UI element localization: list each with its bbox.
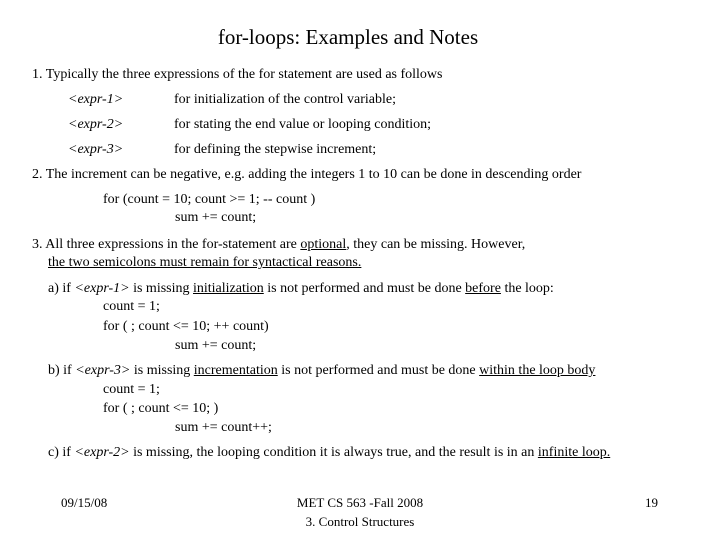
expr-2-desc: for stating the end value or looping condition; — [174, 117, 432, 132]
case-b-code-3: sum += count++; — [175, 420, 272, 435]
case-a-text-2: is missing — [129, 281, 193, 296]
case-b-code-2: for ( ; count <= 10; ) — [103, 401, 219, 416]
item-3-semicolons-note: the two semicolons must remain for syntactical reasons. — [48, 255, 362, 270]
case-b — [48, 362, 595, 380]
case-a-underline-2: before — [465, 281, 501, 296]
item-2-code-sum: sum += count; — [175, 210, 257, 225]
case-b-code-1: count = 1; — [103, 382, 160, 397]
slide-title: for-loops: Examples and Notes — [217, 25, 479, 49]
footer-topic: 3. Control Structures — [305, 514, 415, 529]
case-b-expr: <expr-3> — [75, 363, 131, 378]
case-b-text-3: is not performed and must be done — [277, 363, 480, 378]
case-a — [48, 280, 554, 298]
item-3-text-b: , they can be missing. However, — [346, 237, 526, 252]
case-a-text-1: a) if — [48, 281, 75, 296]
optional-underlined: optional — [300, 237, 347, 252]
expr-1-label: <expr-1> — [68, 92, 124, 107]
item-2-code-for: for (count = 10; count >= 1; -- count ) — [103, 192, 316, 207]
footer-date: 09/15/08 — [61, 495, 108, 510]
case-b-text-2: is missing — [130, 363, 194, 378]
item-1: 1. Typically the three expressions of the for statement are used as follows — [32, 67, 443, 82]
case-a-text-4: the loop: — [500, 281, 554, 296]
case-c-expr: <expr-2> — [74, 445, 130, 460]
item-3 — [32, 236, 525, 254]
case-c — [48, 444, 610, 462]
footer-page-number: 19 — [645, 495, 658, 510]
case-c-text-2: is missing, the looping condition it is always true, and the result is in an — [129, 445, 538, 460]
case-a-code-3: sum += count; — [175, 338, 257, 353]
case-a-text-3: is not performed and must be done — [263, 281, 466, 296]
expr-3-label: <expr-3> — [68, 142, 124, 157]
case-a-expr: <expr-1> — [74, 281, 130, 296]
item-2: 2. The increment can be negative, e.g. adding the integers 1 to 10 can be done in descending order — [32, 167, 582, 182]
expr-2-label: <expr-2> — [68, 117, 124, 132]
item-3-text-a: 3. All three expressions in the for-statement are — [32, 237, 301, 252]
case-a-code-1: count = 1; — [103, 299, 160, 314]
case-b-underline-1: incrementation — [193, 363, 278, 378]
case-c-underline: infinite loop. — [537, 445, 611, 460]
case-a-code-2: for ( ; count <= 10; ++ count) — [103, 319, 269, 334]
case-a-underline-1: initialization — [193, 281, 264, 296]
case-c-text-1: c) if — [48, 445, 75, 460]
expr-3-desc: for defining the stepwise increment; — [174, 142, 377, 157]
case-b-text-1: b) if — [48, 363, 76, 378]
expr-1-desc: for initialization of the control variable; — [174, 92, 396, 107]
footer-course: MET CS 563 -Fall 2008 — [296, 495, 424, 510]
case-b-underline-2: within the loop body — [479, 363, 596, 378]
